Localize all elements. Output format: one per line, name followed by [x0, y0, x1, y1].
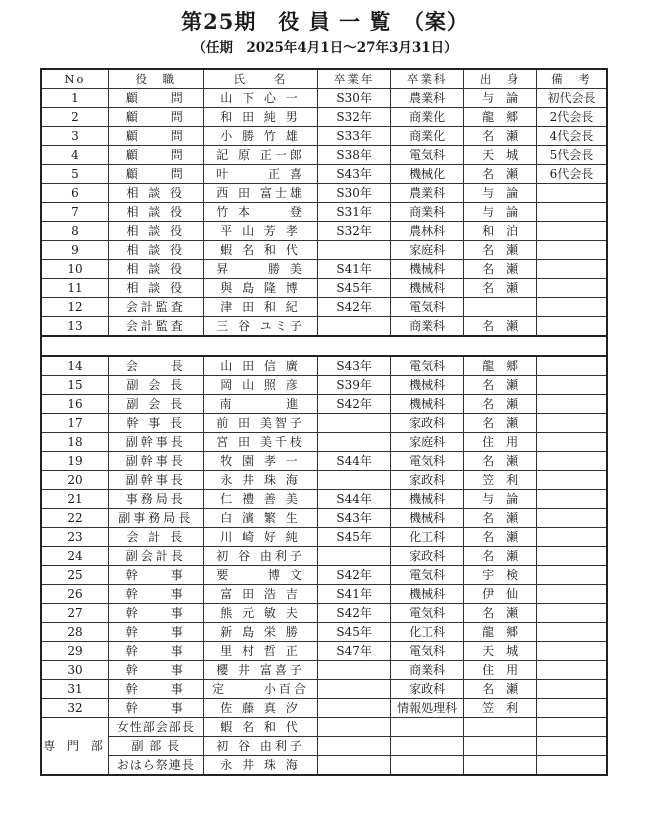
row-grad-year: S30年 — [318, 184, 391, 203]
header-no: No — [41, 69, 108, 89]
row-grad-year — [318, 680, 391, 699]
row-role: 幹 事 — [108, 566, 203, 585]
row-department: 機械科 — [390, 376, 464, 395]
row-hometown: 名 瀬 — [464, 317, 537, 337]
row-role: 顧 問 — [108, 146, 203, 165]
row-grad-year: S42年 — [318, 395, 391, 414]
table-row — [41, 642, 607, 661]
row-department: 電気科 — [390, 566, 464, 585]
row-department: 電気科 — [390, 298, 464, 317]
header-department: 卒業科 — [390, 69, 464, 89]
row-grad-year: S42年 — [318, 604, 391, 623]
row-name: 山 下 心 一 — [203, 89, 318, 108]
row-no: 4 — [41, 146, 108, 165]
row-no: 25 — [41, 566, 108, 585]
row-grad-year: S41年 — [318, 585, 391, 604]
row-notes: 5代会長 — [536, 146, 607, 165]
table-row — [41, 127, 607, 146]
row-no: 26 — [41, 585, 108, 604]
row-hometown: 名 瀬 — [464, 279, 537, 298]
row-hometown: 名 瀬 — [464, 509, 537, 528]
row-grad-year: S32年 — [318, 108, 391, 127]
row-role: 幹 事 — [108, 604, 203, 623]
row-no: 8 — [41, 222, 108, 241]
row-grad-year — [318, 471, 391, 490]
row-notes — [536, 604, 607, 623]
row-name: 富 田 浩 吉 — [203, 585, 318, 604]
table-row — [41, 279, 607, 298]
special-section-group — [41, 718, 607, 776]
row-hometown: 住 用 — [464, 433, 537, 452]
row-role: 幹 事 — [108, 623, 203, 642]
row-name: 牧 園 孝 一 — [203, 452, 318, 471]
table-row — [41, 184, 607, 203]
row-name: 蝦 名 和 代 — [203, 718, 318, 737]
row-department: 農林科 — [390, 222, 464, 241]
row-grad-year — [318, 317, 391, 337]
separator-cell — [41, 336, 607, 356]
row-role: 会 計 長 — [108, 528, 203, 547]
row-department: 化工科 — [390, 623, 464, 642]
row-name: 川 崎 好 純 — [203, 528, 318, 547]
row-notes: 初代会長 — [536, 89, 607, 108]
row-role: 副事務局長 — [108, 509, 203, 528]
table-row — [41, 298, 607, 317]
table-row — [41, 509, 607, 528]
row-department: 電気科 — [390, 356, 464, 376]
row-name: 岡 山 照 彦 — [203, 376, 318, 395]
table-row — [41, 585, 607, 604]
row-hometown: 名 瀬 — [464, 452, 537, 471]
row-role: 会 長 — [108, 356, 203, 376]
row-grad-year: S45年 — [318, 528, 391, 547]
row-role: 幹 事 長 — [108, 414, 203, 433]
row-no: 2 — [41, 108, 108, 127]
row-department: 家庭科 — [390, 241, 464, 260]
row-grad-year: S39年 — [318, 376, 391, 395]
header-name: 氏 名 — [203, 69, 318, 89]
table-row — [41, 203, 607, 222]
row-no: 10 — [41, 260, 108, 279]
row-role: 副会計長 — [108, 547, 203, 566]
header-role: 役 職 — [108, 69, 203, 89]
row-grad-year — [318, 718, 391, 737]
row-name: 初 谷 由利子 — [203, 547, 318, 566]
row-department: 機械科 — [390, 490, 464, 509]
row-role: 相 談 役 — [108, 184, 203, 203]
row-name: 永 井 珠 海 — [203, 471, 318, 490]
row-no: 30 — [41, 661, 108, 680]
row-grad-year: S43年 — [318, 356, 391, 376]
row-no: 21 — [41, 490, 108, 509]
row-hometown: 名 瀬 — [464, 528, 537, 547]
row-name: 記 原 正一郎 — [203, 146, 318, 165]
row-name: 櫻 井 富喜子 — [203, 661, 318, 680]
row-department: 商業科 — [390, 661, 464, 680]
row-grad-year: S45年 — [318, 623, 391, 642]
row-grad-year: S43年 — [318, 165, 391, 184]
row-name: 與 島 隆 博 — [203, 279, 318, 298]
row-department: 機械科 — [390, 260, 464, 279]
row-notes — [536, 566, 607, 585]
row-no: 23 — [41, 528, 108, 547]
table-row — [41, 317, 607, 337]
table-row — [41, 699, 607, 718]
row-role: 顧 問 — [108, 89, 203, 108]
row-notes — [536, 279, 607, 298]
table-row — [41, 260, 607, 279]
row-no: 24 — [41, 547, 108, 566]
row-notes — [536, 680, 607, 699]
row-role: 相 談 役 — [108, 203, 203, 222]
table-row — [41, 661, 607, 680]
table-row — [41, 89, 607, 108]
row-name: 西 田 富士雄 — [203, 184, 318, 203]
row-no: 16 — [41, 395, 108, 414]
row-grad-year: S41年 — [318, 260, 391, 279]
row-notes — [536, 433, 607, 452]
row-department: 電気科 — [390, 642, 464, 661]
row-no: 32 — [41, 699, 108, 718]
row-notes — [536, 222, 607, 241]
table-row — [41, 376, 607, 395]
row-notes — [536, 471, 607, 490]
row-role: おはら祭連長 — [108, 756, 203, 776]
row-role: 事務局長 — [108, 490, 203, 509]
row-name: 新 島 栄 勝 — [203, 623, 318, 642]
table-row — [41, 241, 607, 260]
row-notes — [536, 376, 607, 395]
row-department: 商業化 — [390, 127, 464, 146]
row-hometown — [464, 737, 537, 756]
row-hometown: 宇 検 — [464, 566, 537, 585]
row-notes — [536, 642, 607, 661]
row-name: 和 田 純 男 — [203, 108, 318, 127]
row-name: 初 谷 由利子 — [203, 737, 318, 756]
row-notes — [536, 756, 607, 776]
row-department: 電気科 — [390, 604, 464, 623]
row-hometown: 笠 利 — [464, 471, 537, 490]
row-hometown: 与 論 — [464, 89, 537, 108]
row-name: 平 山 芳 孝 — [203, 222, 318, 241]
row-department: 情報処理科 — [390, 699, 464, 718]
row-name: 竹 本 登 — [203, 203, 318, 222]
document-title: 第25期 役 員 一 覧 （案） — [181, 9, 469, 34]
row-role: 女性部会部長 — [108, 718, 203, 737]
row-no: 29 — [41, 642, 108, 661]
row-notes — [536, 241, 607, 260]
row-no: 14 — [41, 356, 108, 376]
row-department: 電気科 — [390, 146, 464, 165]
row-hometown: 名 瀬 — [464, 241, 537, 260]
row-hometown: 名 瀬 — [464, 376, 537, 395]
row-no: 1 — [41, 89, 108, 108]
row-hometown: 住 用 — [464, 661, 537, 680]
row-hometown — [464, 756, 537, 776]
header-notes: 備 考 — [536, 69, 607, 89]
row-department: 農業科 — [390, 89, 464, 108]
row-department: 家政科 — [390, 547, 464, 566]
row-role: 会計監査 — [108, 317, 203, 337]
row-role: 相 談 役 — [108, 260, 203, 279]
row-department: 農業科 — [390, 184, 464, 203]
row-grad-year — [318, 547, 391, 566]
row-department: 家庭科 — [390, 433, 464, 452]
row-hometown: 名 瀬 — [464, 165, 537, 184]
row-notes — [536, 184, 607, 203]
row-department: 機械科 — [390, 509, 464, 528]
row-role: 幹 事 — [108, 585, 203, 604]
row-department — [390, 718, 464, 737]
table-row — [41, 414, 607, 433]
table-row — [41, 547, 607, 566]
row-notes — [536, 661, 607, 680]
table-row — [41, 604, 607, 623]
row-no: 27 — [41, 604, 108, 623]
row-no: 11 — [41, 279, 108, 298]
row-no: 5 — [41, 165, 108, 184]
row-no: 3 — [41, 127, 108, 146]
row-notes — [536, 509, 607, 528]
row-hometown: 名 瀬 — [464, 260, 537, 279]
row-notes — [536, 718, 607, 737]
row-role: 副幹事長 — [108, 433, 203, 452]
row-grad-year — [318, 241, 391, 260]
row-department: 機械化 — [390, 165, 464, 184]
row-notes — [536, 317, 607, 337]
row-hometown: 名 瀬 — [464, 680, 537, 699]
special-section-row — [41, 756, 607, 776]
row-role: 副 部 長 — [108, 737, 203, 756]
header-grad-year: 卒業年 — [318, 69, 391, 89]
row-no: 7 — [41, 203, 108, 222]
group-separator — [41, 336, 607, 356]
table-row — [41, 146, 607, 165]
row-name: 白 濱 繁 生 — [203, 509, 318, 528]
row-name: 要 博 文 — [203, 566, 318, 585]
separator-row — [41, 336, 607, 356]
officers-group — [41, 356, 607, 718]
row-hometown: 名 瀬 — [464, 414, 537, 433]
row-name: 津 田 和 紀 — [203, 298, 318, 317]
row-hometown: 与 論 — [464, 490, 537, 509]
row-name: 三 谷 ユミ子 — [203, 317, 318, 337]
row-hometown: 与 論 — [464, 203, 537, 222]
row-hometown: 名 瀬 — [464, 604, 537, 623]
row-department: 家政科 — [390, 680, 464, 699]
row-name: 蝦 名 和 代 — [203, 241, 318, 260]
row-role: 幹 事 — [108, 661, 203, 680]
row-grad-year — [318, 737, 391, 756]
row-role: 顧 問 — [108, 127, 203, 146]
table-row — [41, 623, 607, 642]
row-department: 家政科 — [390, 471, 464, 490]
row-no: 13 — [41, 317, 108, 337]
row-notes: 6代会長 — [536, 165, 607, 184]
table-row — [41, 108, 607, 127]
row-department: 電気科 — [390, 452, 464, 471]
row-hometown: 与 論 — [464, 184, 537, 203]
row-hometown: 天 城 — [464, 146, 537, 165]
row-role: 相 談 役 — [108, 241, 203, 260]
row-notes — [536, 528, 607, 547]
table-row — [41, 566, 607, 585]
row-hometown — [464, 718, 537, 737]
row-department: 化工科 — [390, 528, 464, 547]
row-hometown: 笠 利 — [464, 699, 537, 718]
table-row — [41, 356, 607, 376]
row-hometown — [464, 298, 537, 317]
row-hometown: 名 瀬 — [464, 395, 537, 414]
row-grad-year: S32年 — [318, 222, 391, 241]
table-row — [41, 165, 607, 184]
row-grad-year: S44年 — [318, 452, 391, 471]
row-name: 前 田 美智子 — [203, 414, 318, 433]
row-notes — [536, 699, 607, 718]
row-grad-year: S44年 — [318, 490, 391, 509]
row-grad-year: S43年 — [318, 509, 391, 528]
table-row — [41, 528, 607, 547]
row-role: 幹 事 — [108, 642, 203, 661]
row-department — [390, 737, 464, 756]
row-grad-year: S38年 — [318, 146, 391, 165]
row-role: 副幹事長 — [108, 471, 203, 490]
row-name: 小 勝 竹 雄 — [203, 127, 318, 146]
special-section-label: 専 門 部 — [41, 718, 108, 776]
row-grad-year — [318, 661, 391, 680]
row-grad-year: S45年 — [318, 279, 391, 298]
table-row — [41, 395, 607, 414]
row-department: 機械科 — [390, 585, 464, 604]
row-role: 相 談 役 — [108, 279, 203, 298]
row-no: 15 — [41, 376, 108, 395]
row-role: 副 会 長 — [108, 376, 203, 395]
row-no: 31 — [41, 680, 108, 699]
row-hometown: 龍 郷 — [464, 356, 537, 376]
row-notes — [536, 298, 607, 317]
header-hometown: 出 身 — [464, 69, 537, 89]
row-grad-year — [318, 433, 391, 452]
row-grad-year: S47年 — [318, 642, 391, 661]
table-row — [41, 452, 607, 471]
row-notes — [536, 395, 607, 414]
row-notes — [536, 203, 607, 222]
row-grad-year: S42年 — [318, 298, 391, 317]
row-department: 機械科 — [390, 279, 464, 298]
special-section-row — [41, 718, 607, 737]
row-name: 里 村 哲 正 — [203, 642, 318, 661]
row-no: 20 — [41, 471, 108, 490]
term-subtitle: （任期 2025年4月1日～27年3月31日） — [192, 40, 458, 56]
row-notes — [536, 547, 607, 566]
advisors-group — [41, 89, 607, 337]
row-notes — [536, 356, 607, 376]
table-row — [41, 222, 607, 241]
row-hometown: 名 瀬 — [464, 547, 537, 566]
row-notes — [536, 585, 607, 604]
row-hometown: 龍 郷 — [464, 108, 537, 127]
officer-roster-table — [40, 68, 608, 776]
row-no: 22 — [41, 509, 108, 528]
row-grad-year: S33年 — [318, 127, 391, 146]
row-role: 副 会 長 — [108, 395, 203, 414]
row-no: 18 — [41, 433, 108, 452]
table-header-row — [41, 69, 607, 89]
row-no: 12 — [41, 298, 108, 317]
table-row — [41, 433, 607, 452]
row-no: 28 — [41, 623, 108, 642]
row-role: 相 談 役 — [108, 222, 203, 241]
row-name: 山 田 信 廣 — [203, 356, 318, 376]
row-department — [390, 756, 464, 776]
row-department: 商業科 — [390, 317, 464, 337]
row-notes — [536, 737, 607, 756]
row-role: 副幹事長 — [108, 452, 203, 471]
row-role: 会計監査 — [108, 298, 203, 317]
row-notes: 4代会長 — [536, 127, 607, 146]
row-notes: 2代会長 — [536, 108, 607, 127]
row-role: 顧 問 — [108, 165, 203, 184]
row-grad-year: S30年 — [318, 89, 391, 108]
row-department: 機械科 — [390, 395, 464, 414]
special-section-row — [41, 737, 607, 756]
row-no: 9 — [41, 241, 108, 260]
row-no: 17 — [41, 414, 108, 433]
row-hometown: 和 泊 — [464, 222, 537, 241]
row-grad-year: S31年 — [318, 203, 391, 222]
row-notes — [536, 490, 607, 509]
row-name: 南 進 — [203, 395, 318, 414]
table-row — [41, 490, 607, 509]
row-notes — [536, 414, 607, 433]
table-row — [41, 471, 607, 490]
row-hometown: 龍 郷 — [464, 623, 537, 642]
row-hometown: 伊 仙 — [464, 585, 537, 604]
row-hometown: 名 瀬 — [464, 127, 537, 146]
row-department: 商業化 — [390, 108, 464, 127]
row-name: 永 井 珠 海 — [203, 756, 318, 776]
row-grad-year — [318, 756, 391, 776]
row-name: 叶 正 喜 — [203, 165, 318, 184]
row-department: 家政科 — [390, 414, 464, 433]
table-row — [41, 680, 607, 699]
row-notes — [536, 452, 607, 471]
row-name: 佐 藤 真 汐 — [203, 699, 318, 718]
row-hometown: 天 城 — [464, 642, 537, 661]
row-grad-year — [318, 699, 391, 718]
row-department: 商業科 — [390, 203, 464, 222]
row-no: 6 — [41, 184, 108, 203]
row-notes — [536, 623, 607, 642]
row-name: 定 小百合 — [203, 680, 318, 699]
row-name: 熊 元 敏 夫 — [203, 604, 318, 623]
row-grad-year — [318, 414, 391, 433]
row-no: 19 — [41, 452, 108, 471]
row-name: 昇 勝 美 — [203, 260, 318, 279]
row-role: 幹 事 — [108, 699, 203, 718]
row-role: 顧 問 — [108, 108, 203, 127]
row-role: 幹 事 — [108, 680, 203, 699]
row-notes — [536, 260, 607, 279]
row-name: 仁 禮 善 美 — [203, 490, 318, 509]
row-name: 宮 田 美千枝 — [203, 433, 318, 452]
row-grad-year: S42年 — [318, 566, 391, 585]
